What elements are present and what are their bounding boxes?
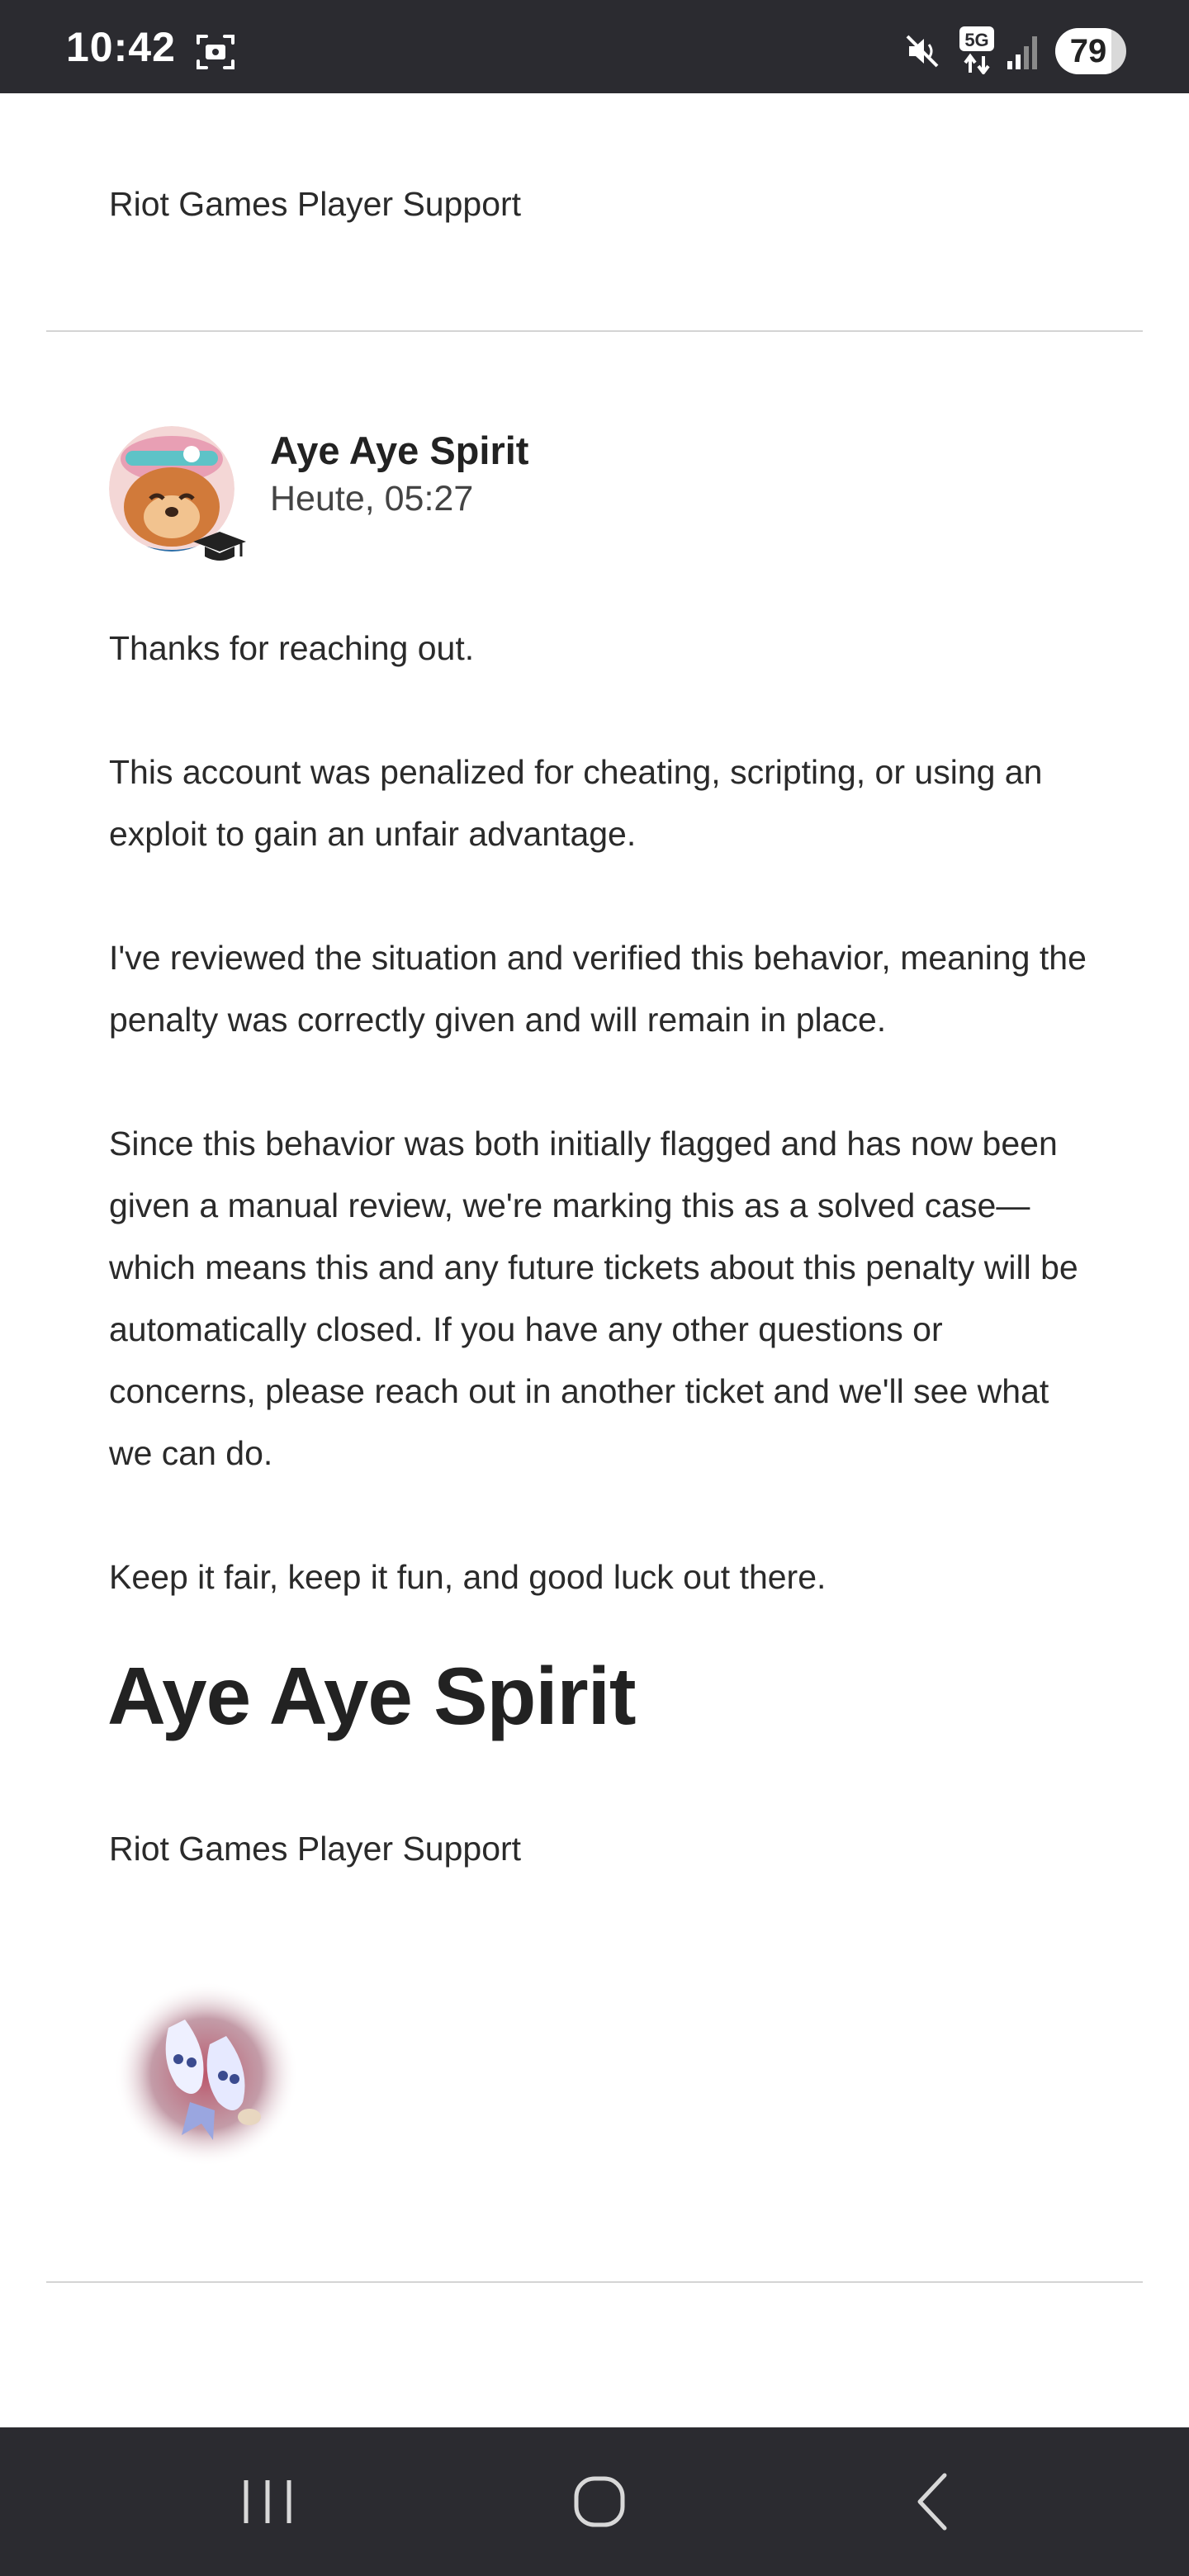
message-timestamp: Heute, 05:27: [270, 479, 474, 519]
message-paragraph: I've reviewed the situation and verified this behavior, meaning the penalty was correctly given and will remain in place.: [109, 939, 1087, 1039]
network-icon: [956, 25, 997, 74]
message-body: [109, 618, 1092, 1608]
signature-image: [111, 1978, 302, 2170]
status-bar: [0, 0, 1189, 93]
network-label: 5G: [964, 30, 989, 50]
message-paragraph: This account was penalized for cheating, scripting, or using an exploit to gain an unfair advantage.: [109, 753, 1043, 853]
screenshot-icon: [195, 31, 236, 73]
status-time: 10:42: [66, 24, 176, 70]
navigation-bar: [0, 2427, 1189, 2576]
signal-icon: [1006, 33, 1040, 71]
recents-icon[interactable]: [226, 2460, 309, 2543]
back-icon[interactable]: [892, 2460, 974, 2543]
graduation-cap-icon: [192, 528, 248, 566]
message-paragraph: Thanks for reaching out.: [109, 629, 475, 667]
bottom-divider: [46, 2281, 1143, 2283]
signature-name: Aye Aye Spirit: [107, 1650, 636, 1741]
top-divider: [46, 330, 1143, 332]
support-header: Riot Games Player Support: [109, 185, 522, 223]
battery-level: 79: [1069, 33, 1107, 69]
author-name: Aye Aye Spirit: [270, 429, 529, 472]
message-paragraph: Since this behavior was both initially flagged and has now been given a manual review, we're marking this as a solved case—which means this and any future tickets about this penalty will be automatically closed. If you have any other questions or concerns, please reach out in another ticket and we'll see what we can do.: [109, 1125, 1078, 1472]
signature-team: Riot Games Player Support: [109, 1830, 522, 1868]
mute-icon: [902, 31, 942, 71]
battery-indicator: [1055, 28, 1126, 74]
home-icon[interactable]: [558, 2460, 641, 2543]
message-paragraph: Keep it fair, keep it fun, and good luck out there.: [109, 1558, 827, 1596]
